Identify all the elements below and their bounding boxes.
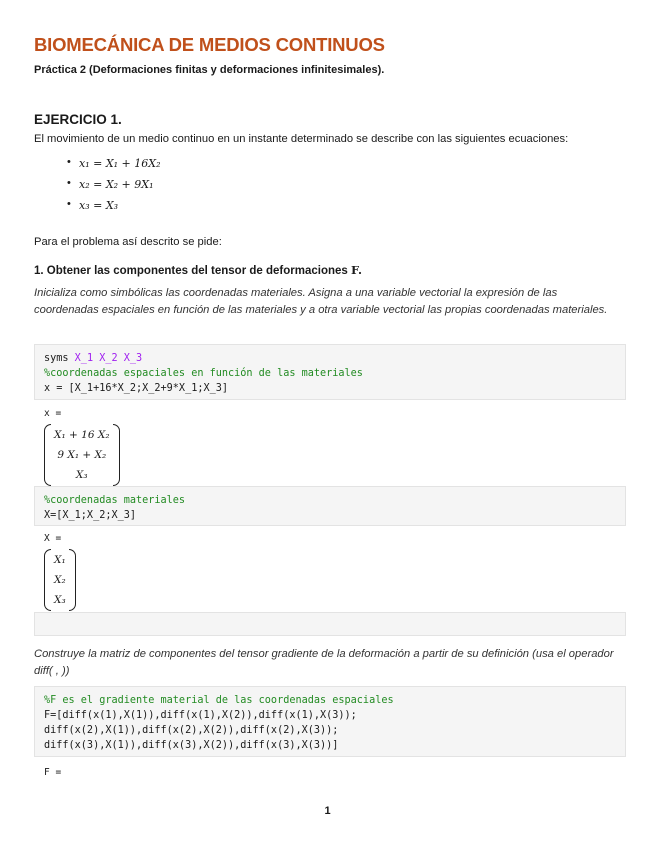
- code-line: X=[X_1;X_2;X_3]: [44, 510, 137, 521]
- code-comment: %F es el gradiente material de las coordenadas espaciales: [44, 695, 394, 706]
- matrix-entry: 9 X₁ + X₂: [57, 449, 107, 461]
- output-label-x: x =: [44, 408, 62, 419]
- left-paren: [44, 424, 51, 486]
- code-block-2[interactable]: [34, 486, 626, 526]
- matrix-entry: X₃: [75, 469, 88, 481]
- intro-paragraph: El movimiento de un medio continuo en un instante determinado se describe con las siguientes ecuaciones:: [34, 133, 569, 145]
- matrix-entry: X₁: [54, 554, 66, 566]
- code-line: x = [X_1+16*X_2;X_2+9*X_1;X_3]: [44, 383, 229, 394]
- right-paren: [113, 424, 120, 486]
- task1-heading: [34, 263, 362, 277]
- output-label-X: X =: [44, 533, 62, 544]
- document-subtitle: Práctica 2 (Deformaciones finitas y deformaciones infinitesimales).: [34, 64, 385, 76]
- left-paren: [44, 549, 51, 611]
- equation-item: • x₁ = X₁ + 16X₂: [67, 157, 161, 178]
- matrix-entry: X₁ + 16 X₂: [54, 429, 110, 441]
- output-vector-x: [44, 424, 120, 486]
- task1-instructions: Inicializa como simbólicas las coordenadas materiales. Asigna a una variable vectorial la expresión de las coordenadas espaciales en función de las materiales y a otra variable vectorial las propias coordenadas materiales.: [34, 287, 608, 316]
- document-title: BIOMECÁNICA DE MEDIOS CONTINUOS: [34, 34, 385, 55]
- task1-instructions-2: Construye la matriz de componentes del tensor gradiente de la deformación a partir de su definición (usa el operador diff( , )): [34, 648, 614, 677]
- task1-heading-text: 1. Obtener las componentes del tensor de deformaciones: [34, 265, 348, 277]
- code-comment: %coordenadas espaciales en función de las materiales: [44, 368, 363, 379]
- code-line: diff(x(2),X(1)),diff(x(2),X(2)),diff(x(2),X(3));: [44, 725, 339, 736]
- page-number: 1: [324, 805, 331, 817]
- code-line: F=[diff(x(1),X(1)),diff(x(1),X(2)),diff(x(1),X(3));: [44, 710, 357, 721]
- right-paren: [69, 549, 76, 611]
- matrix-entry: X₃: [54, 594, 66, 606]
- output-vector-X: [44, 549, 76, 611]
- matrix-entry: X₂: [54, 574, 66, 586]
- code-block-3[interactable]: [34, 686, 626, 757]
- code-symbols: X_1 X_2 X_3: [74, 353, 143, 364]
- equation-item: • x₂ = X₂ + 9X₁: [67, 178, 161, 199]
- matrix-column: [51, 424, 113, 486]
- code-comment: %coordenadas materiales: [44, 495, 186, 506]
- equation-item: • x₃ = X₃: [67, 199, 161, 220]
- matrix-column: [51, 549, 69, 611]
- code-block-empty[interactable]: [34, 612, 626, 636]
- exercise-heading: EJERCICIO 1.: [34, 112, 122, 127]
- problem-intro: Para el problema así descrito se pide:: [34, 236, 222, 248]
- output-label-F: F =: [44, 767, 62, 778]
- equations-list: [67, 157, 161, 220]
- code-keyword: syms: [44, 353, 75, 364]
- code-block-1[interactable]: [34, 344, 626, 400]
- code-line: diff(x(3),X(1)),diff(x(3),X(2)),diff(x(3),X(3))]: [44, 740, 339, 751]
- task1-symbol: F.: [350, 263, 362, 277]
